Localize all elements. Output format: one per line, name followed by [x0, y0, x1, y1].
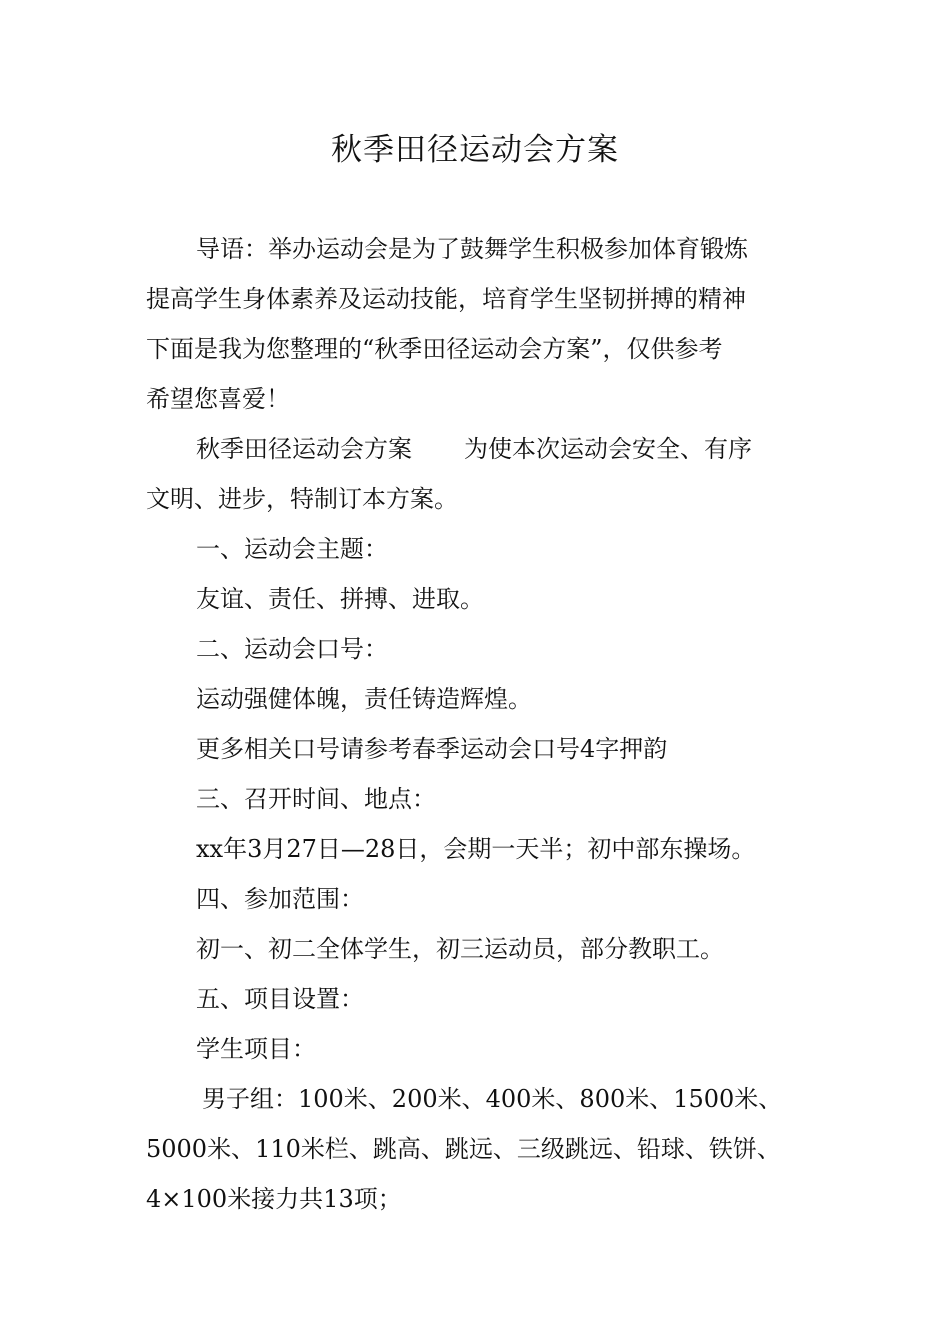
men-events-line-1: 男子组：100米、200米、400米、800米、1500米、 — [202, 1085, 783, 1113]
men-events-line-3: 4×100米接力共13项； — [146, 1185, 402, 1213]
intro-line-3: 下面是我为您整理的“秋季田径运动会方案”，仅供参考 — [146, 335, 723, 363]
section4-body: 初一、初二全体学生，初三运动员，部分教职工。 — [196, 935, 724, 963]
section3-heading: 三、召开时间、地点： — [196, 785, 436, 813]
section1-heading: 一、运动会主题： — [196, 535, 388, 563]
men-events-line-2: 5000米、110米栏、跳高、跳远、三级跳远、铅球、铁饼、 — [146, 1135, 781, 1163]
intro-line-2: 提高学生身体素养及运动技能，培育学生坚韧拼搏的精神 — [146, 285, 746, 313]
section2-note: 更多相关口号请参考春季运动会口号4字押韵 — [196, 735, 668, 763]
section5-subheading: 学生项目： — [196, 1035, 316, 1063]
section4-heading: 四、参加范围： — [196, 885, 364, 913]
purpose-line-1 — [196, 432, 752, 466]
intro-line-4: 希望您喜爱！ — [146, 385, 290, 413]
section2-body: 运动强健体魄，责任铸造辉煌。 — [196, 685, 532, 713]
purpose-label: 秋季田径运动会方案 — [196, 435, 412, 463]
section2-heading: 二、运动会口号： — [196, 635, 388, 663]
document-title: 秋季田径运动会方案 — [331, 132, 619, 168]
purpose-text-a: 为使本次运动会安全、有序 — [464, 435, 752, 463]
purpose-line-2: 文明、进步，特制订本方案。 — [146, 485, 458, 513]
section3-body: xx年3月27日—28日，会期一天半；初中部东操场。 — [196, 835, 756, 863]
intro-line-1: 导语：举办运动会是为了鼓舞学生积极参加体育锻炼 — [196, 235, 748, 263]
section1-body: 友谊、责任、拼搏、进取。 — [196, 585, 484, 613]
section5-heading: 五、项目设置： — [196, 985, 364, 1013]
